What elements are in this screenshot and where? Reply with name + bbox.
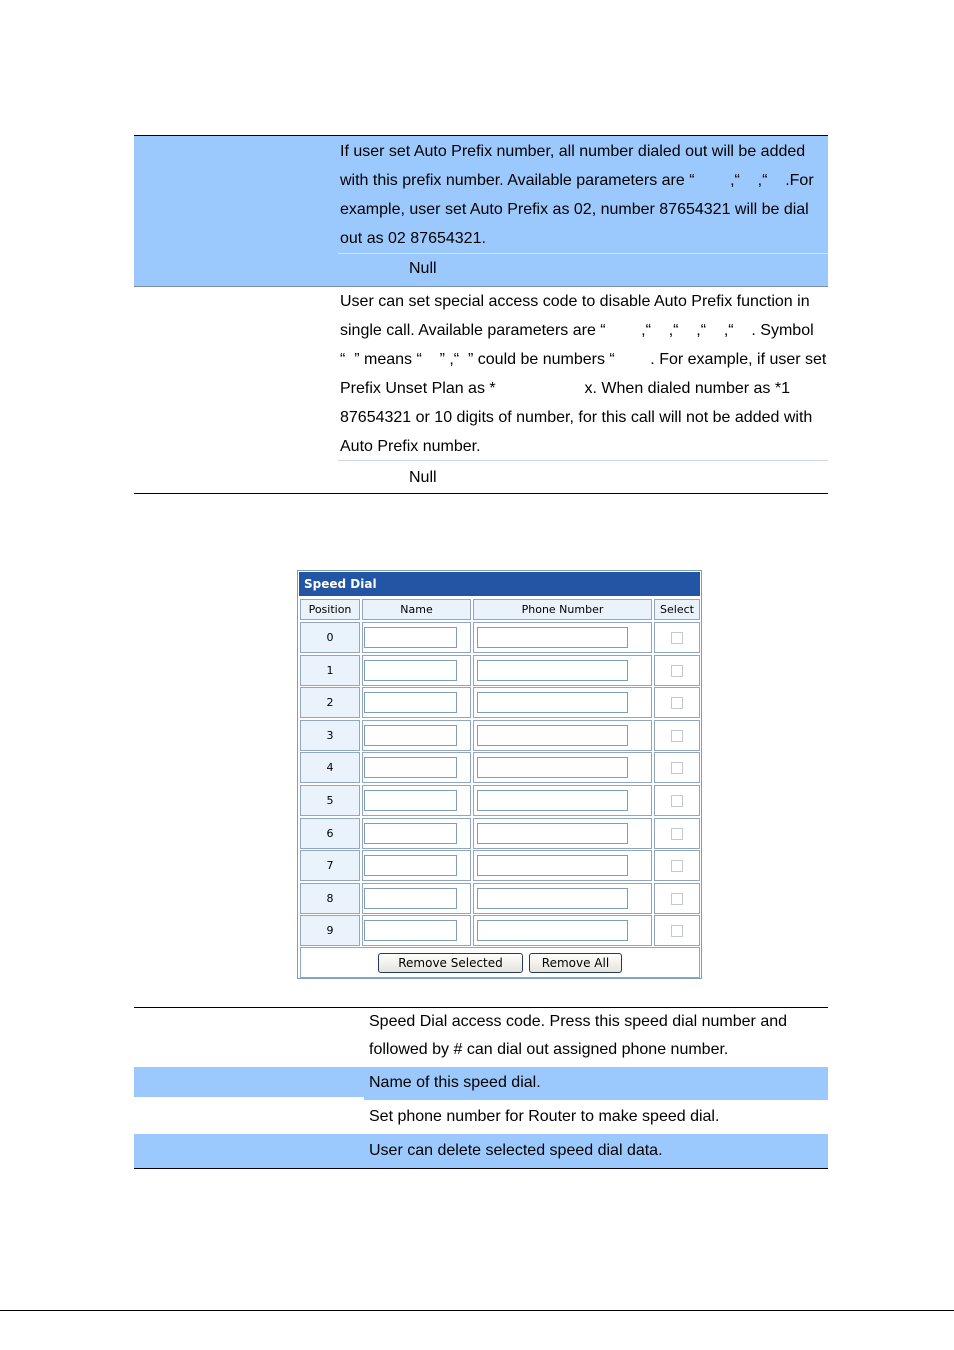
name-description: Name of this speed dial. xyxy=(369,1074,541,1091)
select-checkbox[interactable] xyxy=(671,860,683,872)
position-cell: 6 xyxy=(300,818,360,849)
desc-line: followed by # can dial out assigned phone number. xyxy=(369,1041,729,1058)
name-input[interactable] xyxy=(364,660,457,681)
position-cell: 3 xyxy=(300,720,360,751)
position-cell: 9 xyxy=(300,915,360,946)
name-input[interactable] xyxy=(364,855,457,876)
phone-number-input[interactable] xyxy=(477,920,628,941)
select-checkbox[interactable] xyxy=(671,697,683,709)
select-checkbox[interactable] xyxy=(671,632,683,644)
select-checkbox[interactable] xyxy=(671,795,683,807)
name-input[interactable] xyxy=(364,823,457,844)
name-input[interactable] xyxy=(364,692,457,713)
phone-number-input[interactable] xyxy=(477,790,628,811)
column-header-name: Name xyxy=(362,599,471,620)
remove-all-button[interactable]: Remove All xyxy=(529,953,622,973)
auto-prefix-description xyxy=(340,137,830,253)
position-cell: 1 xyxy=(300,655,360,686)
select-checkbox[interactable] xyxy=(671,665,683,677)
position-description xyxy=(369,1008,787,1064)
select-description: User can delete selected speed dial data. xyxy=(369,1142,663,1159)
desc-line: If user set Auto Prefix number, all number dialed out will be added xyxy=(340,143,806,160)
position-cell: 8 xyxy=(300,883,360,914)
select-checkbox[interactable] xyxy=(671,762,683,774)
desc-line: Auto Prefix number. xyxy=(340,438,481,455)
speed-dial-title: Speed Dial xyxy=(299,572,700,596)
phone-number-input[interactable] xyxy=(477,725,628,746)
desc-line: with this prefix number. Available parameters are “ ,“ ,“ .For xyxy=(340,172,814,189)
desc-line: Prefix Unset Plan as * x. When dialed number as *1 xyxy=(340,380,790,397)
position-cell: 5 xyxy=(300,785,360,816)
select-checkbox[interactable] xyxy=(671,925,683,937)
position-cell: 0 xyxy=(300,622,360,653)
name-input[interactable] xyxy=(364,888,457,909)
desc-line: Speed Dial access code. Press this speed dial number and xyxy=(369,1013,788,1030)
name-input[interactable] xyxy=(364,725,457,746)
select-checkbox[interactable] xyxy=(671,730,683,742)
name-input[interactable] xyxy=(364,790,457,811)
auto-prefix-default-value: Null xyxy=(409,260,437,277)
name-input[interactable] xyxy=(364,920,457,941)
desc-line: 87654321 or 10 digits of number, for this call will not be added with xyxy=(340,409,813,426)
position-cell: 7 xyxy=(300,850,360,881)
name-input[interactable] xyxy=(364,757,457,778)
desc-line: out as 02 87654321. xyxy=(340,230,486,247)
page-footer-rule xyxy=(0,1310,954,1311)
phone-number-input[interactable] xyxy=(477,888,628,909)
desc-line: single call. Available parameters are “ ,“ ,“ ,“ ,“ . Symbol xyxy=(340,322,814,339)
desc-line: “ ” means “ ” ,“ ” could be numbers “ . For example, if user set xyxy=(340,351,827,368)
phone-number-description: Set phone number for Router to make speed dial. xyxy=(369,1108,720,1125)
column-header-position: Position xyxy=(300,599,360,620)
position-cell: 4 xyxy=(300,752,360,783)
speed-dial-panel xyxy=(297,570,702,979)
desc-line: example, user set Auto Prefix as 02, number 87654321 will be dial xyxy=(340,201,809,218)
remove-selected-button[interactable]: Remove Selected xyxy=(378,953,523,973)
desc-line: User can set special access code to disable Auto Prefix function in xyxy=(340,293,810,310)
phone-number-input[interactable] xyxy=(477,660,628,681)
phone-number-input[interactable] xyxy=(477,823,628,844)
column-header-phone-number: Phone Number xyxy=(473,599,652,620)
prefix-unset-default-value: Null xyxy=(409,469,437,486)
name-input[interactable] xyxy=(364,627,457,648)
phone-number-input[interactable] xyxy=(477,692,628,713)
phone-number-input[interactable] xyxy=(477,855,628,876)
column-header-select: Select xyxy=(654,599,700,620)
select-checkbox[interactable] xyxy=(671,893,683,905)
position-cell: 2 xyxy=(300,687,360,718)
phone-number-input[interactable] xyxy=(477,757,628,778)
select-checkbox[interactable] xyxy=(671,828,683,840)
prefix-unset-description xyxy=(340,287,830,461)
phone-number-input[interactable] xyxy=(477,627,628,648)
